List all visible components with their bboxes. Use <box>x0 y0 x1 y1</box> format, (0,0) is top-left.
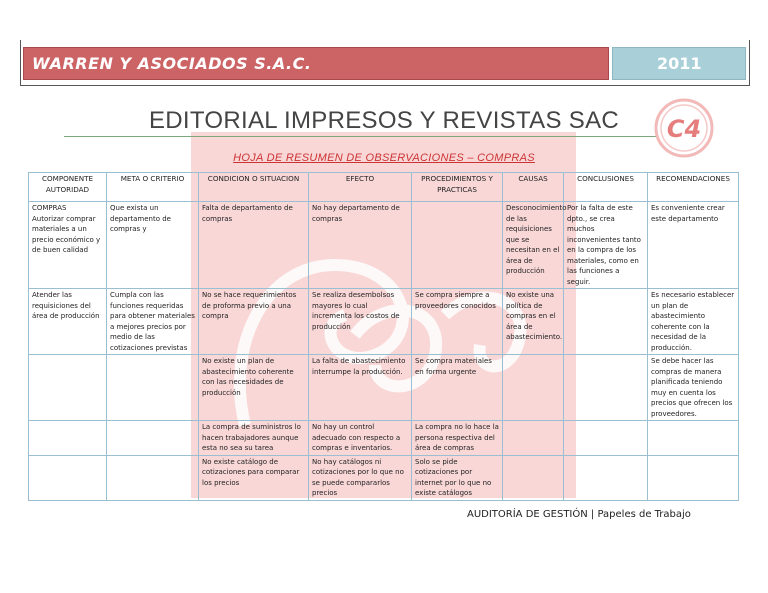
c4-logo-icon <box>653 97 715 159</box>
table-cell: Atender las requisiciones del área de producción <box>29 289 107 355</box>
table-cell: Cumpla con las funciones requeridas para obtener materiales a mejores precios por medio de las cotizaciones previstas <box>107 289 199 355</box>
table-cell: Que exista un departamento de compras y <box>107 202 199 289</box>
year-banner <box>612 47 746 80</box>
col-header: CAUSAS <box>503 173 564 202</box>
table-cell <box>648 421 739 456</box>
table-cell: COMPRAS Autorizar comprar materiales a un precio económico y de buen calidad <box>29 202 107 289</box>
observations-table <box>28 172 739 501</box>
table-cell: No existe catálogo de cotizaciones para comparar los precios <box>199 455 309 500</box>
table-subtitle: HOJA DE RESUMEN DE OBSERVACIONES – COMPRAS <box>233 152 535 164</box>
table-row <box>29 421 739 456</box>
table-cell: No existe una política de compras en el área de abastecimiento. <box>503 289 564 355</box>
table-cell: Solo se pide cotizaciones por internet por lo que no existe catálogos <box>412 455 503 500</box>
table-row <box>29 455 739 500</box>
table-cell <box>29 355 107 421</box>
table-cell: La compra no lo hace la persona respectiva del área de compras <box>412 421 503 456</box>
table-row <box>29 202 739 289</box>
table-cell: La falta de abastecimiento interrumpe la producción. <box>309 355 412 421</box>
table-cell: Se debe hacer las compras de manera planificada teniendo muy en cuenta los precios que ofrecen los proveedores. <box>648 355 739 421</box>
table-cell: Por la falta de este dpto., se crea muchos inconvenientes tanto en la compra de los materiales, como en las funciones a seguir. <box>564 202 648 289</box>
table-cell <box>503 455 564 500</box>
table-header-row <box>29 173 739 202</box>
col-header: RECOMENDACIONES <box>648 173 739 202</box>
table-cell: Es conveniente crear este departamento <box>648 202 739 289</box>
col-header: PROCEDIMIENTOS Y PRACTICAS <box>412 173 503 202</box>
table-cell: No hay un control adecuado con respecto a compras e inventarios. <box>309 421 412 456</box>
table-cell: No existe un plan de abastecimiento coherente con las necesidades de producción <box>199 355 309 421</box>
table-cell <box>564 421 648 456</box>
company-banner <box>23 47 609 80</box>
page-title: EDITORIAL IMPRESOS Y REVISTAS SAC <box>148 107 620 134</box>
page-footer: AUDITORÍA DE GESTIÓN | Papeles de Trabajo <box>467 509 691 520</box>
table-cell: Se realiza desembolsos mayores lo cual incrementa los costos de producción <box>309 289 412 355</box>
table-cell <box>107 421 199 456</box>
table-cell <box>564 355 648 421</box>
table-cell: No hay departamento de compras <box>309 202 412 289</box>
table-cell <box>564 289 648 355</box>
table-cell <box>412 202 503 289</box>
year-label: 2011 <box>657 54 702 73</box>
table-cell <box>29 421 107 456</box>
company-name: WARREN Y ASOCIADOS S.A.C. <box>32 54 312 73</box>
table-cell <box>564 455 648 500</box>
table-row <box>29 355 739 421</box>
table-cell <box>107 355 199 421</box>
col-header: CONCLUSIONES <box>564 173 648 202</box>
logo-text: C4 <box>666 115 702 143</box>
table-cell: No hay catálogos ni cotizaciones por lo que no se puede compararlos precios <box>309 455 412 500</box>
table-cell: Falta de departamento de compras <box>199 202 309 289</box>
table-cell: Es necesario establecer un plan de abastecimiento coherente con la necesidad de la producción. <box>648 289 739 355</box>
table-cell <box>107 455 199 500</box>
table-cell <box>29 455 107 500</box>
table-cell: No se hace requerimientos de proforma previo a una compra <box>199 289 309 355</box>
table-cell <box>503 421 564 456</box>
col-header: COMPONENTE AUTORIDAD <box>29 173 107 202</box>
table-cell <box>503 355 564 421</box>
table-cell: Se compra materiales en forma urgente <box>412 355 503 421</box>
table-cell: Desconocimiento de las requisiciones que se necesitan en el área de producción <box>503 202 564 289</box>
col-header: META O CRITERIO <box>107 173 199 202</box>
col-header: EFECTO <box>309 173 412 202</box>
col-header: CONDICION O SITUACION <box>199 173 309 202</box>
table-row <box>29 289 739 355</box>
title-rule <box>64 136 658 137</box>
table-cell: La compra de suministros lo hacen trabajadores aunque esta no sea su tarea <box>199 421 309 456</box>
table-cell: Se compra siempre a proveedores conocidos <box>412 289 503 355</box>
table-cell <box>648 455 739 500</box>
